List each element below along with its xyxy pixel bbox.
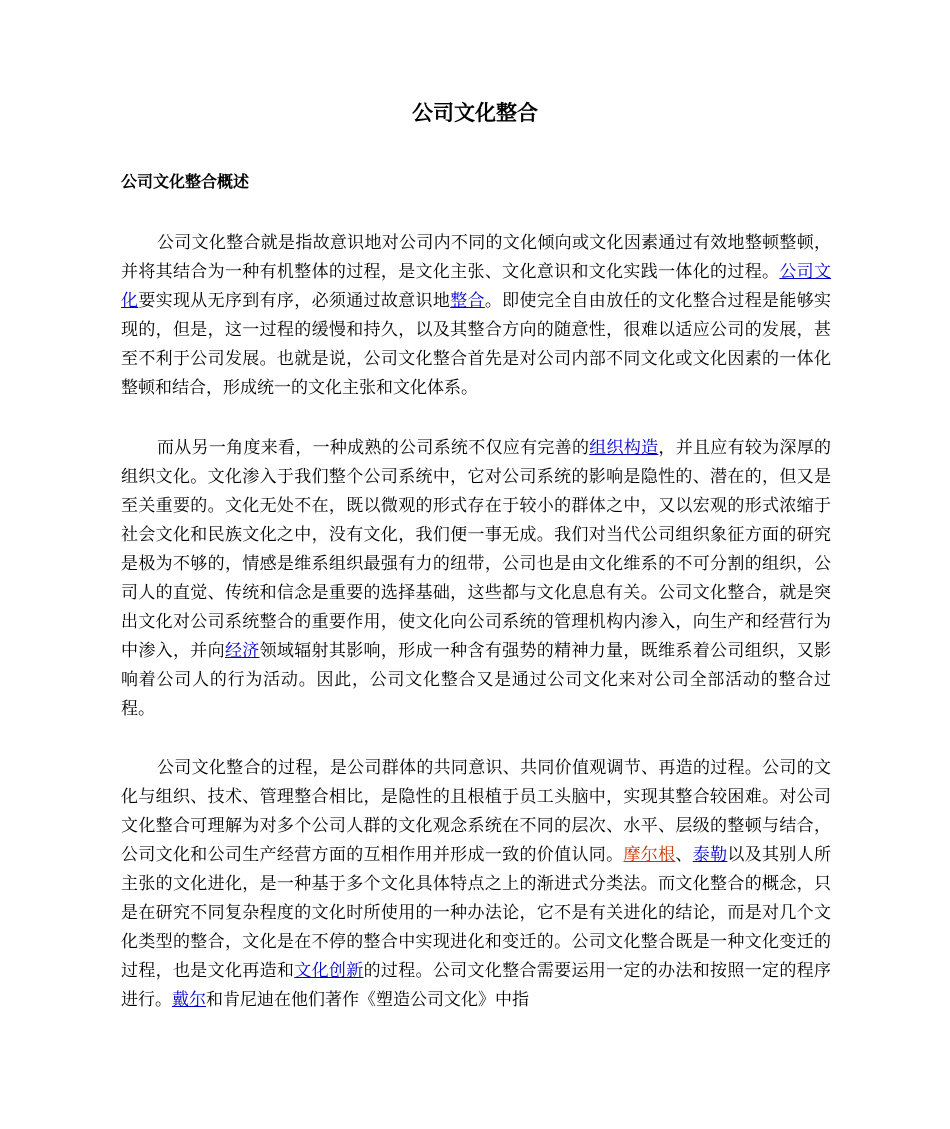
paragraph-2-text-2: ，并且应有较为深厚的组织文化。文化渗入于我们整个公司系统中，它对公司系统的影响是隐性的、潜在的，但又是至关重要的。文化无处不在，既以微观的形式存在于较小的群体之中，又以宏观的形式浓缩于社会文化和民族文化之中，没有文化，我们便一事无成。我们对当代公司组织象征方面的研究是极为不够的，情感是维系组织最强有力的纽带，公司也是由文化维系的不可分割的组织，公司人的直觉、传统和信念是重要的选择基础，这些都与文化息息有关。公司文化整合，就是突出文化对公司系统整合的重要作用，使文化向公司系统的管理机构内渗入，向生产和经营行为中渗入，并向 [121, 438, 832, 661]
link-tylor[interactable]: 泰勒 [692, 845, 728, 865]
link-deal[interactable]: 戴尔 [172, 990, 206, 1010]
paragraph-3-text-2: 以及其别人所主张的文化进化，是一种基于多个文化具体特点之上的渐进式分类法。而文化整合的概念，只是在研究不同复杂程度的文化时所使用的一种办法论，它不是有关进化的结论，而是对几个文化类型的整合，文化是在不停的整合中实现进化和变迁的。公司文化整合既是一种文化变迁的过程，也是文化再造和 [121, 845, 832, 981]
paragraph-2-text-3: 领域辐射其影响，形成一种含有强势的精神力量，既维系着公司组织，又影响着公司人的行为活动。因此，公司文化整合又是通过公司文化来对公司全部活动的整合过程。 [121, 641, 832, 719]
section-heading: 公司文化整合概述 [121, 172, 250, 191]
link-cultural-innovation[interactable]: 文化创新 [294, 961, 364, 981]
paragraph-1-text-2: 要实现从无序到有序，必须通过故意识地 [138, 291, 451, 311]
link-company-culture[interactable]: 公司文化 [121, 262, 832, 311]
paragraph-1 [121, 229, 831, 403]
paragraph-2 [121, 434, 831, 724]
link-economy[interactable]: 经济 [224, 641, 260, 661]
paragraph-2-text-1: 而从另一角度来看，一种成熟的公司系统不仅应有完善的 [157, 438, 590, 458]
paragraph-3-text-4: 和肯尼迪在他们著作《塑造公司文化》中指 [206, 990, 529, 1010]
paragraph-1-text-1: 公司文化整合就是指故意识地对公司内不同的文化倾向或文化因素通过有效地整顿整顿，并将其结合为一种有机整体的过程，是文化主张、文化意识和文化实践一体化的过程。 [121, 233, 831, 282]
link-org-structure[interactable]: 组织构造 [589, 438, 659, 458]
document-title: 公司文化整合 [412, 101, 538, 125]
paragraph-3 [121, 754, 831, 1015]
paragraph-3-text-1: 公司文化整合的过程，是公司群体的共同意识、共同价值观调节、再造的过程。公司的文化与组织、技术、管理整合相比，是隐性的且根植于员工头脑中，实现其整合较困难。对公司文化整合可理解为对多个公司人群的文化观念系统在不同的层次、水平、层级的整顿与结合，公司文化和公司生产经营方面的互相作用并形成一致的价值认同。 [121, 758, 831, 865]
paragraph-1-text-3: 。即使完全自由放任的文化整合过程是能够实现的，但是，这一过程的缓慢和持久，以及其整合方向的随意性，很难以适应公司的发展，甚至不利于公司发展。也就是说，公司文化整合首先是对公司内部不同文化或文化因素的一体化整顿和结合，形成统一的文化主张和文化体系。 [121, 291, 832, 398]
link-morgan[interactable]: 摩尔根 [623, 845, 676, 865]
link-integration[interactable]: 整合 [450, 291, 485, 311]
paragraph-3-text-3: 的过程。公司文化整合需要运用一定的办法和按照一定的程序进行。 [121, 961, 832, 1010]
paragraph-3-separator: 、 [675, 845, 693, 865]
